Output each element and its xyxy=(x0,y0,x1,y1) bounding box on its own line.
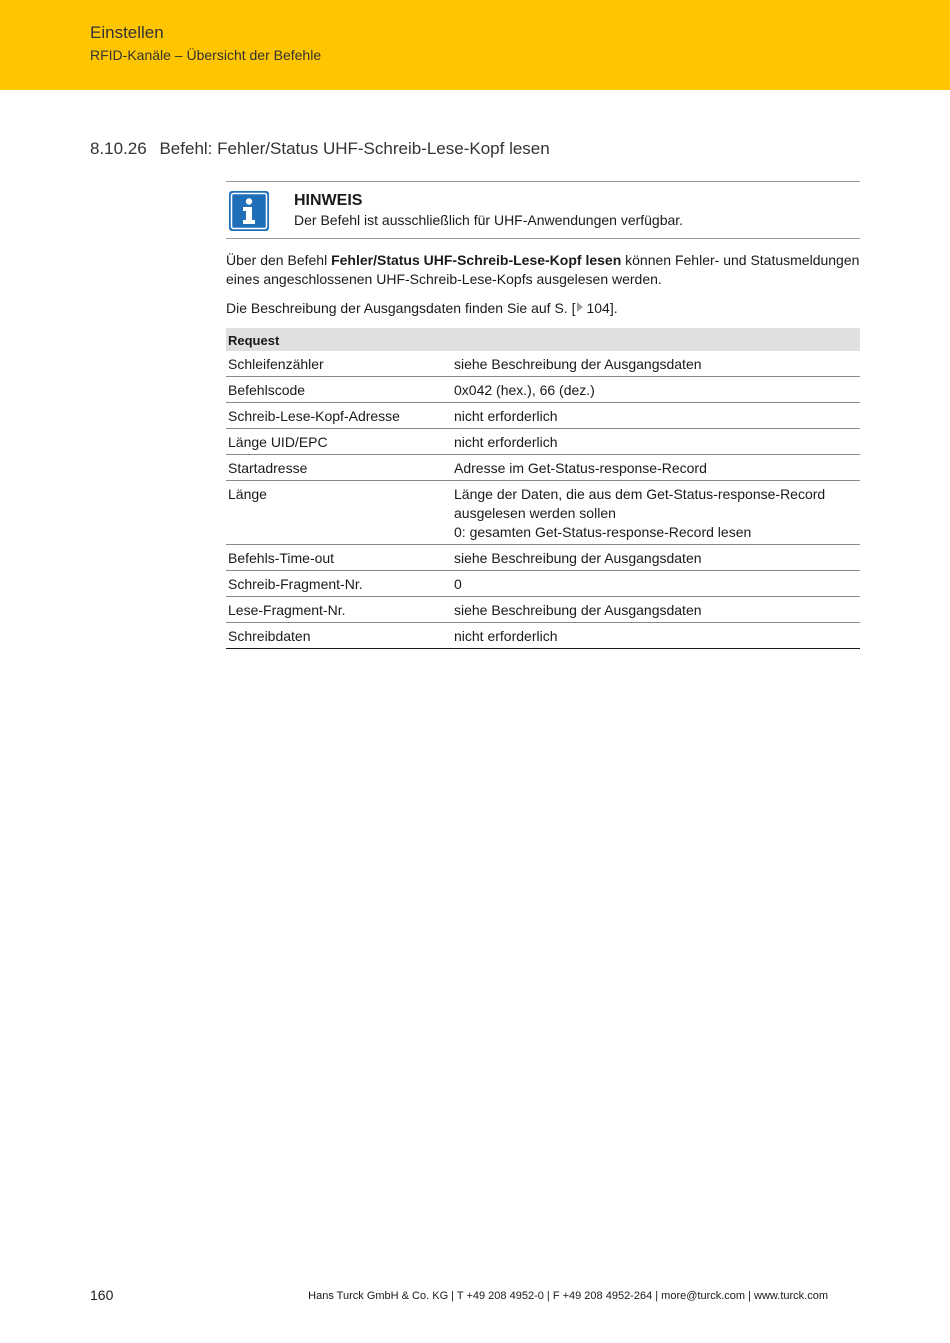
parameter-value xyxy=(452,481,860,545)
parameter-name: Länge UID/EPC xyxy=(226,429,452,455)
table-row xyxy=(226,351,860,377)
footer-contact: Hans Turck GmbH & Co. KG | T +49 208 4952-0 | F +49 208 4952-264 | more@turck.com | www.turck.com xyxy=(308,1290,828,1302)
parameter-value xyxy=(452,429,860,455)
note-text: Der Befehl ist ausschließlich für UHF-Anwendungen verfügbar. xyxy=(294,212,684,228)
parameter-value xyxy=(452,455,860,481)
reference-text-end: ]. xyxy=(609,300,618,316)
note-box xyxy=(226,181,860,239)
reference-text-start: Die Beschreibung der Ausgangsdaten finden Sie auf S. [ xyxy=(226,300,576,316)
parameter-value xyxy=(452,571,860,597)
chapter-title: Einstellen xyxy=(90,23,164,42)
table-row xyxy=(226,455,860,481)
table-row xyxy=(226,403,860,429)
table-header: Request xyxy=(226,328,860,351)
parameter-value-line: 0: gesamten Get-Status-response-Record lesen xyxy=(454,524,752,540)
page-header xyxy=(0,0,950,90)
parameter-name: Länge xyxy=(226,481,452,545)
parameter-name: Schreib-Lese-Kopf-Adresse xyxy=(226,403,452,429)
table-row xyxy=(226,481,860,545)
parameter-value-line: nicht erforderlich xyxy=(454,408,558,424)
section-title-text: Befehl: Fehler/Status UHF-Schreib-Lese-Kopf lesen xyxy=(159,139,550,158)
parameter-name: Lese-Fragment-Nr. xyxy=(226,597,452,623)
parameter-value xyxy=(452,597,860,623)
parameter-value-line: Adresse im Get-Status-response-Record xyxy=(454,460,707,476)
reference-paragraph xyxy=(226,299,860,318)
request-table xyxy=(226,328,860,649)
page-reference-link[interactable]: 104 xyxy=(586,300,610,316)
table-header-row xyxy=(226,328,860,351)
parameter-value-line: nicht erforderlich xyxy=(454,628,558,644)
parameter-name: Startadresse xyxy=(226,455,452,481)
table-row xyxy=(226,597,860,623)
parameter-name: Schreibdaten xyxy=(226,623,452,649)
table-body xyxy=(226,351,860,649)
table-row xyxy=(226,571,860,597)
page-number: 160 xyxy=(90,1287,114,1303)
parameter-value xyxy=(452,403,860,429)
note-heading: HINWEIS xyxy=(294,192,363,209)
parameter-value xyxy=(452,377,860,403)
parameter-name: Schleifenzähler xyxy=(226,351,452,377)
table-row xyxy=(226,545,860,571)
parameter-name: Befehls-Time-out xyxy=(226,545,452,571)
parameter-value-line: 0 xyxy=(454,576,462,592)
parameter-value-line: Länge der Daten, die aus dem Get-Status-response-Record ausgelesen werden sollen xyxy=(454,486,826,521)
parameter-value xyxy=(452,623,860,649)
parameter-name: Befehlscode xyxy=(226,377,452,403)
parameter-value-line: 0x042 (hex.), 66 (dez.) xyxy=(454,382,595,398)
intro-text-end: können Fehler- und Statusmeldungen eines angeschlossenen UHF-Schreib-Lese-Kopfs ausgelesen werden. xyxy=(226,252,860,287)
parameter-value-line: siehe Beschreibung der Ausgangsdaten xyxy=(454,602,702,618)
info-icon xyxy=(229,191,269,231)
intro-paragraph xyxy=(226,251,860,289)
command-name: Fehler/Status UHF-Schreib-Lese-Kopf lesen xyxy=(331,252,622,268)
parameter-value xyxy=(452,351,860,377)
parameter-value xyxy=(452,545,860,571)
table-row xyxy=(226,429,860,455)
chapter-subtitle: RFID-Kanäle – Übersicht der Befehle xyxy=(90,47,322,63)
intro-text-start: Über den Befehl xyxy=(226,252,332,268)
section-number: 8.10.26 xyxy=(90,139,147,158)
table-row xyxy=(226,377,860,403)
parameter-value-line: siehe Beschreibung der Ausgangsdaten xyxy=(454,356,702,372)
parameter-name: Schreib-Fragment-Nr. xyxy=(226,571,452,597)
parameter-value-line: siehe Beschreibung der Ausgangsdaten xyxy=(454,550,702,566)
parameter-value-line: nicht erforderlich xyxy=(454,434,558,450)
reference-arrow-icon xyxy=(577,302,583,312)
section-heading xyxy=(90,139,550,159)
table-row xyxy=(226,623,860,649)
